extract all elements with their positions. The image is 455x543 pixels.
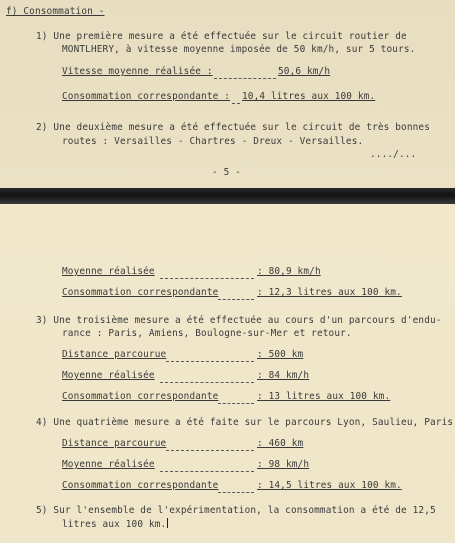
speed-label: Vitesse moyenne réalisée : — [62, 66, 213, 77]
consumption-leader-4 — [218, 492, 254, 493]
item-5-line-2: litres aux 100 km. — [62, 519, 167, 530]
average-leader-3 — [160, 382, 254, 383]
consumption-value-3: : 13 litres aux 100 km. — [257, 391, 391, 402]
consumption-label-3: Consommation correspondante — [62, 391, 219, 402]
item-2-line-1: 2) Une deuxième mesure a été effectuée sur le circuit de très bonnes — [36, 122, 431, 133]
consumption-leader-2 — [218, 299, 254, 300]
item-5-line-2-wrap — [62, 518, 168, 531]
average-leader-2 — [160, 278, 254, 279]
average-value-3: : 84 km/h — [257, 370, 310, 381]
text-cursor — [167, 518, 168, 528]
average-label-4: Moyenne réalisée — [62, 459, 155, 470]
consumption-label-2: Consommation correspondante — [62, 287, 219, 298]
item-1-line-1: 1) Une première mesure a été effectuée sur le circuit routier de — [36, 31, 407, 42]
average-label-2: Moyenne réalisée — [62, 266, 155, 277]
consumption-leader-3 — [218, 403, 254, 404]
page-gap — [0, 188, 455, 204]
item-4-line-1: 4) Une quatrième mesure a été faite sur le parcours Lyon, Saulieu, Paris — [36, 417, 454, 428]
consumption-label: Consommation correspondante : — [62, 91, 231, 102]
consumption-label-4: Consommation correspondante — [62, 480, 219, 491]
item-2-line-2: routes : Versailles - Chartres - Dreux - Versailles. — [62, 136, 364, 147]
average-value-4: : 98 km/h — [257, 459, 310, 470]
consumption-value: 10,4 litres aux 100 km. — [242, 91, 376, 102]
average-value-2: : 80,9 km/h — [257, 266, 321, 277]
distance-label-4: Distance parcourue — [62, 438, 167, 449]
continuation-mark: ..../... — [370, 149, 417, 160]
document-page-6 — [0, 204, 455, 543]
distance-leader-3 — [166, 361, 254, 362]
section-heading: f) Consommation - — [6, 6, 105, 17]
speed-leader — [214, 78, 276, 79]
item-1-line-2: MONTLHERY, à vitesse moyenne imposée de 50 km/h, sur 5 tours. — [62, 44, 416, 55]
consumption-leader — [232, 103, 240, 104]
distance-value-3: : 500 km — [257, 349, 304, 360]
distance-value-4: : 460 km — [257, 438, 304, 449]
distance-label-3: Distance parcourue — [62, 349, 167, 360]
consumption-value-2: : 12,3 litres aux 100 km. — [257, 287, 402, 298]
item-3-line-1: 3) Une troisième mesure a été effectuée au cours d'un parcours d'endu- — [36, 315, 442, 326]
item-5-line-1: 5) Sur l'ensemble de l'expérimentation, la consommation a été de 12,5 — [36, 505, 436, 516]
average-label-3: Moyenne réalisée — [62, 370, 155, 381]
distance-leader-4 — [166, 450, 254, 451]
item-3-line-2: rance : Paris, Amiens, Boulogne-sur-Mer et retour. — [62, 328, 352, 339]
page-number: - 5 - — [212, 167, 241, 178]
consumption-value-4: : 14,5 litres aux 100 km. — [257, 480, 402, 491]
document-page-5 — [0, 0, 455, 188]
speed-value: 50,6 km/h — [278, 66, 331, 77]
average-leader-4 — [160, 471, 254, 472]
